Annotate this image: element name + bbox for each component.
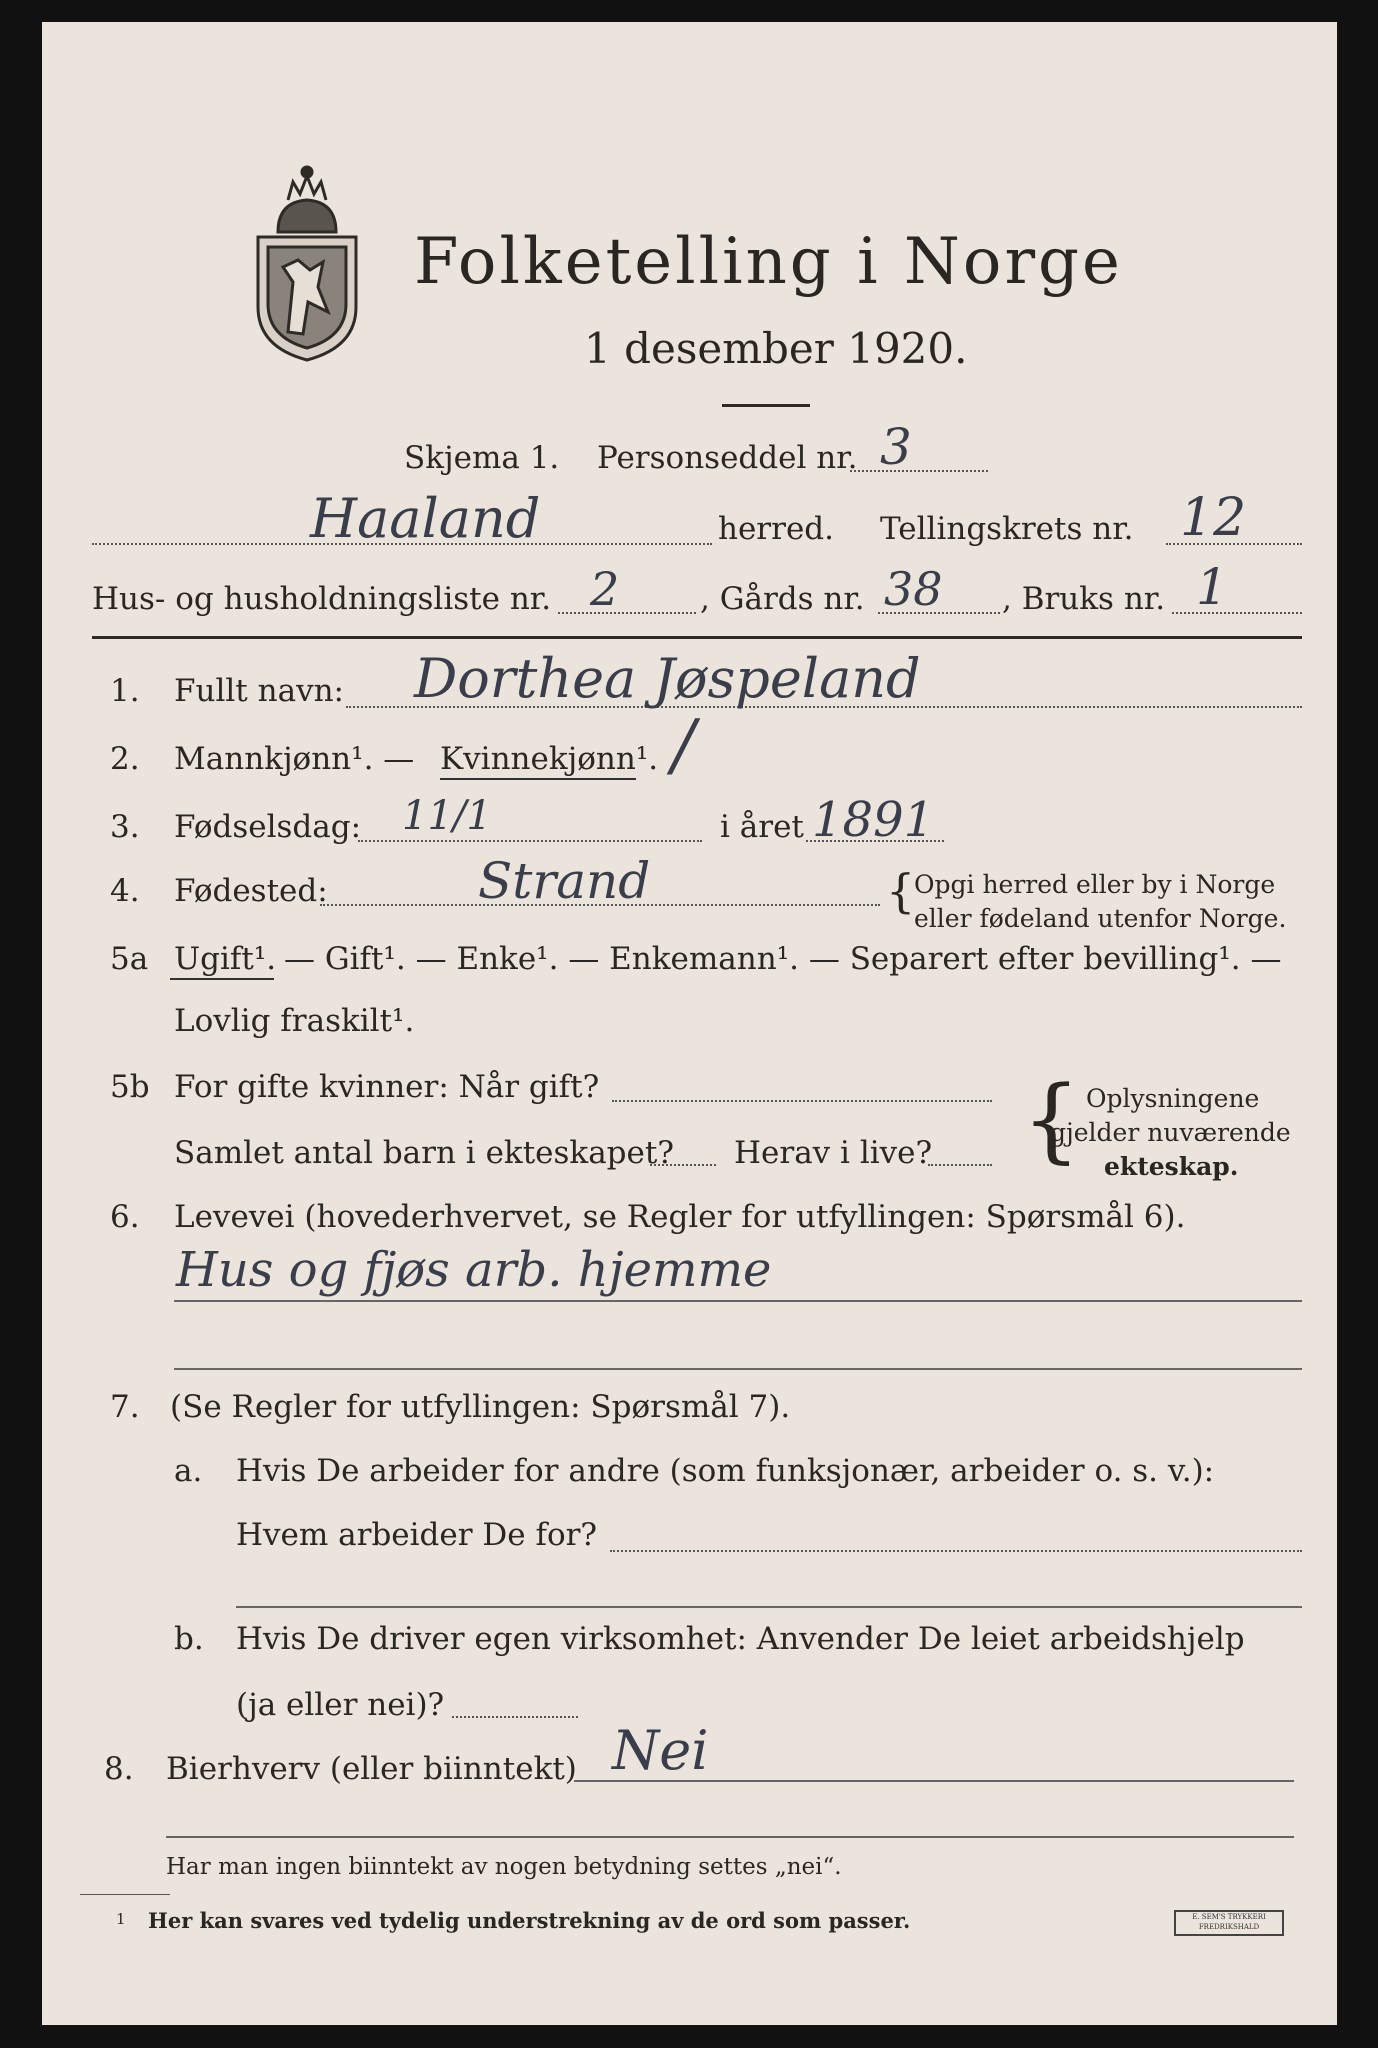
q4-value[interactable]: Strand (478, 852, 651, 910)
q6-value[interactable]: Hus og fjøs arb. hjemme (176, 1242, 772, 1298)
norwegian-coat-of-arms-icon (248, 162, 366, 362)
q6-number: 6. (110, 1199, 140, 1235)
q1-number: 1. (110, 673, 140, 709)
herred-label: herred. (718, 511, 834, 547)
q5b-alive-line (928, 1164, 992, 1166)
q5b-label: For gifte kvinner: Når gift? (174, 1069, 600, 1105)
q5b-children-line (650, 1164, 716, 1166)
tellingskrets-value[interactable]: 12 (1180, 488, 1247, 548)
q7a-extra-line (236, 1606, 1302, 1608)
q5b-number: 5b (110, 1069, 150, 1105)
q6-label: Levevei (hovederhvervet, se Regler for utfyllingen: Spørsmål 6). (174, 1199, 1186, 1235)
bruks-line (1172, 612, 1302, 614)
q5a-ugift-underline (170, 978, 274, 980)
form-title: Folketelling i Norge (414, 225, 1123, 299)
gards-label: , Gårds nr. (700, 581, 865, 617)
q3-number: 3. (110, 809, 140, 845)
q6-line-2 (174, 1368, 1302, 1370)
q2-female-option: Kvinnekjønn¹. (440, 741, 659, 777)
q3-year-value[interactable]: 1891 (812, 792, 935, 848)
q7-number: 7. (110, 1389, 140, 1425)
q7a-employer-line (610, 1550, 1302, 1552)
q8-extra-line (166, 1836, 1294, 1838)
footnote-marker: 1 (116, 1910, 126, 1928)
q4-brace: { (886, 864, 916, 918)
title-divider (722, 404, 810, 407)
q2-number: 2. (110, 741, 140, 777)
q5b-children-label: Samlet antal barn i ekteskapet? (174, 1135, 674, 1171)
q2-male-option: Mannkjønn¹. — (174, 741, 415, 777)
personseddel-line (850, 470, 988, 472)
printer-stamp (1174, 1910, 1284, 1936)
q5a-fraskilt-option: Lovlig fraskilt¹. (174, 1003, 415, 1039)
q1-label: Fullt navn: (174, 673, 344, 709)
hus-label: Hus- og husholdningsliste nr. (92, 581, 552, 617)
q3-day-line (358, 840, 702, 842)
q5b-married-line (612, 1100, 992, 1102)
q3-year-label: i året (720, 809, 804, 845)
biinntekt-note: Har man ingen biinntekt av nogen betydning settes „nei“. (166, 1854, 842, 1880)
q7a-employer-label: Hvem arbeider De for? (236, 1517, 598, 1553)
hus-value[interactable]: 2 (590, 562, 620, 616)
q1-value[interactable]: Dorthea Jøspeland (414, 647, 921, 710)
q7b-label: Hvis De driver egen virksomhet: Anvender De leiet arbeidshjelp (236, 1621, 1245, 1657)
q7b-answer-line (452, 1716, 578, 1718)
q4-label: Fødested: (174, 873, 328, 909)
bruks-label: , Bruks nr. (1002, 581, 1166, 617)
bruks-value[interactable]: 1 (1196, 558, 1228, 616)
q4-note-1: Opgi herred eller by i Norge (914, 870, 1276, 899)
q8-value[interactable]: Nei (612, 1719, 709, 1782)
q5a-number: 5a (110, 941, 149, 977)
printer-stamp-line-1: E. SEM'S TRYKKERI (1192, 1913, 1266, 1921)
q4-note-2: eller fødeland utenfor Norge. (914, 904, 1287, 933)
gards-value[interactable]: 38 (884, 562, 943, 616)
q2-female-underline (440, 778, 636, 780)
census-date: 1 desember 1920. (584, 324, 968, 373)
q4-number: 4. (110, 873, 140, 909)
q2-mark: / (672, 706, 695, 785)
q5b-note-2: gjelder nuværende (1050, 1118, 1291, 1147)
header-divider (92, 636, 1302, 639)
q6-line-1 (174, 1300, 1302, 1302)
footnote-divider (80, 1894, 170, 1895)
q7b-letter: b. (174, 1621, 204, 1657)
footnote-text: Her kan svares ved tydelig understrekning av de ord som passer. (148, 1908, 911, 1933)
printer-stamp-line-2: FREDRIKSHALD (1198, 1923, 1260, 1931)
q3-label: Fødselsdag: (174, 809, 362, 845)
q7a-label: Hvis De arbeider for andre (som funksjonær, arbeider o. s. v.): (236, 1453, 1215, 1489)
q5a-other-options: — Gift¹. — Enke¹. — Enkemann¹. — Separert efter bevilling¹. — (284, 941, 1282, 977)
q5b-note-3: ekteskap. (1104, 1152, 1239, 1181)
tellingskrets-label: Tellingskrets nr. (880, 511, 1134, 547)
q5b-alive-label: Herav i live? (734, 1135, 933, 1171)
hus-line (558, 612, 696, 614)
q5a-ugift-option: Ugift¹. (174, 941, 277, 977)
q8-number: 8. (104, 1751, 134, 1787)
q7-label: (Se Regler for utfyllingen: Spørsmål 7). (170, 1389, 791, 1425)
q8-label: Bierhverv (eller biinntekt) (166, 1751, 577, 1787)
personseddel-value[interactable]: 3 (880, 418, 912, 476)
q7a-letter: a. (174, 1453, 203, 1489)
q3-day-value[interactable]: 11/1 (402, 793, 492, 839)
q5b-brace: { (1022, 1066, 1081, 1173)
q7b-answer-label: (ja eller nei)? (236, 1687, 445, 1723)
q5b-note-1: Oplysningene (1086, 1084, 1260, 1113)
herred-value[interactable]: Haaland (310, 487, 541, 550)
skjema-label: Skjema 1. (404, 440, 560, 476)
personseddel-label: Personseddel nr. (597, 440, 858, 476)
